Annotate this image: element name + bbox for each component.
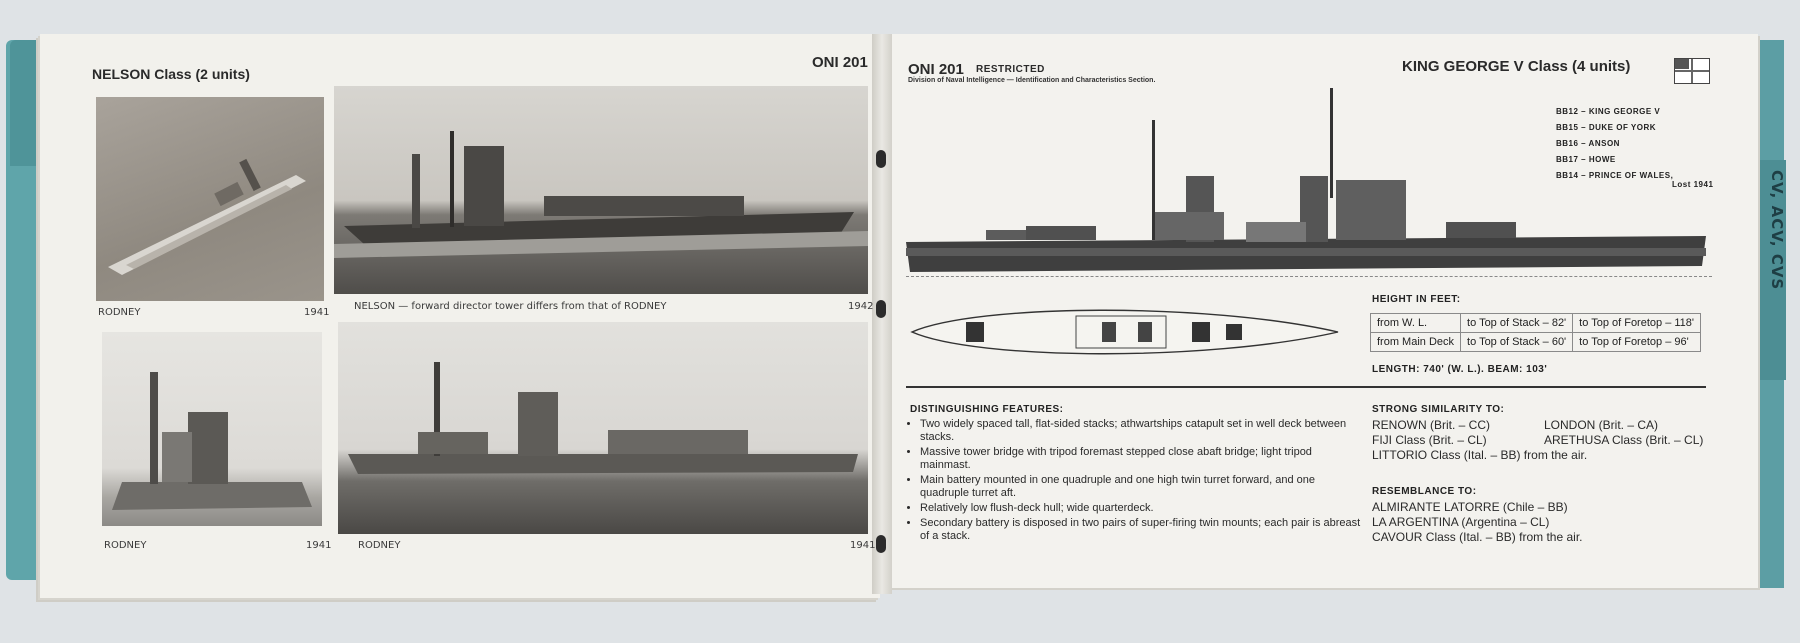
table-row <box>1371 333 1701 352</box>
left-doc-code: ONI 201 <box>812 54 868 71</box>
similarity-list <box>1372 418 1703 463</box>
binding-ring <box>876 535 886 553</box>
table-cell: to Top of Stack – 82' <box>1461 314 1573 333</box>
photo-caption: RODNEY <box>358 540 401 551</box>
feature-item: • Two widely spaced tall, flat-sided stacks; athwartships catapult set in well deck between stacks. <box>920 418 1362 444</box>
similarity-item: LONDON (Brit. – CA) <box>1544 418 1659 432</box>
unit-item: BB17 – HOWE <box>1556 155 1616 164</box>
side-tab-label: CV, ACV, CVS <box>1768 170 1786 291</box>
ship-bow-icon <box>102 332 322 526</box>
white-ensign-flag-icon <box>1674 58 1710 84</box>
table-cell: to Top of Foretop – 118' <box>1573 314 1701 333</box>
feature-item: • Main battery mounted in one quadruple and one high twin turret forward, and one quadruple turret aft. <box>920 474 1362 500</box>
ship-silhouette-icon <box>334 86 868 294</box>
photo-caption: RODNEY <box>98 307 141 318</box>
resemblance-item: LA ARGENTINA (Argentina – CL) <box>1372 515 1550 529</box>
right-class-title: KING GEORGE V Class (4 units) <box>1402 58 1631 75</box>
photo-nelson-at-sea <box>334 86 868 294</box>
right-doc-code: ONI 201 <box>908 61 964 78</box>
photo-year: 1941 <box>850 540 876 551</box>
unit-item: BB16 – ANSON <box>1556 139 1620 148</box>
table-cell: from W. L. <box>1371 314 1461 333</box>
features-list <box>910 418 1362 545</box>
ship-plan-view-icon <box>906 296 1346 368</box>
photo-rodney-bow <box>102 332 322 526</box>
length-beam: LENGTH: 740' (W. L.). BEAM: 103' <box>1372 364 1548 375</box>
photo-year: 1941 <box>306 540 332 551</box>
feature-item: • Secondary battery is disposed in two pairs of super-firing twin mounts; each pair is abreast of a stack. <box>920 517 1362 543</box>
binder-tab-left-upper <box>10 40 36 166</box>
restricted-label: RESTRICTED <box>976 64 1045 75</box>
unit-item: BB12 – KING GEORGE V <box>1556 107 1661 116</box>
similarity-item: RENOWN (Brit. – CC) <box>1372 418 1490 432</box>
similarity-item: ARETHUSA Class (Brit. – CL) <box>1544 433 1704 447</box>
similarity-title: STRONG SIMILARITY TO: <box>1372 404 1505 415</box>
similarity-row <box>1372 448 1703 463</box>
lost-note: Lost 1941 <box>1672 180 1714 189</box>
photo-rodney-aerial <box>96 97 324 301</box>
photo-caption: RODNEY <box>104 540 147 551</box>
resemblance-item: ALMIRANTE LATORRE (Chile – BB) <box>1372 500 1568 514</box>
photo-year: 1942 <box>848 301 874 312</box>
resemblance-item: CAVOUR Class (Ital. – BB) from the air. <box>1372 530 1583 544</box>
features-title: DISTINGUISHING FEATURES: <box>910 404 1064 415</box>
resemblance-list <box>1372 500 1583 545</box>
photo-year: 1941 <box>304 307 330 318</box>
division-subtitle: Division of Naval Intelligence — Identification and Characteristics Section. <box>908 77 1156 84</box>
resemblance-title: RESEMBLANCE TO: <box>1372 486 1477 497</box>
left-class-title: NELSON Class (2 units) <box>92 66 250 82</box>
similarity-row <box>1372 418 1703 433</box>
photo-rodney-side <box>338 322 868 534</box>
feature-item: • Relatively low flush-deck hull; wide quarterdeck. <box>920 502 1362 515</box>
table-cell: from Main Deck <box>1371 333 1461 352</box>
similarity-row <box>1372 433 1703 448</box>
ship-profile-drawing-icon <box>906 84 1712 280</box>
similarity-item: FIJI Class (Brit. – CL) <box>1372 433 1487 447</box>
table-row <box>1371 314 1701 333</box>
ship-side-icon <box>338 322 868 534</box>
feature-item: • Massive tower bridge with tripod foremast stepped close abaft bridge; light tripod mainmast. <box>920 446 1362 472</box>
height-title: HEIGHT IN FEET: <box>1372 294 1461 305</box>
unit-item: BB15 – DUKE OF YORK <box>1556 123 1657 132</box>
section-divider <box>906 386 1706 388</box>
table-cell: to Top of Stack – 60' <box>1461 333 1573 352</box>
binding-ring <box>876 300 886 318</box>
waterline-divider <box>906 276 1712 277</box>
binding-ring <box>876 150 886 168</box>
ship-aerial-view-icon <box>96 97 324 301</box>
similarity-item: LITTORIO Class (Ital. – BB) from the air. <box>1372 448 1588 462</box>
photo-caption: NELSON — forward director tower differs from that of RODNEY <box>354 301 667 312</box>
unit-item: BB14 – PRINCE OF WALES, <box>1556 171 1674 180</box>
table-cell: to Top of Foretop – 96' <box>1573 333 1701 352</box>
height-table <box>1370 313 1701 352</box>
